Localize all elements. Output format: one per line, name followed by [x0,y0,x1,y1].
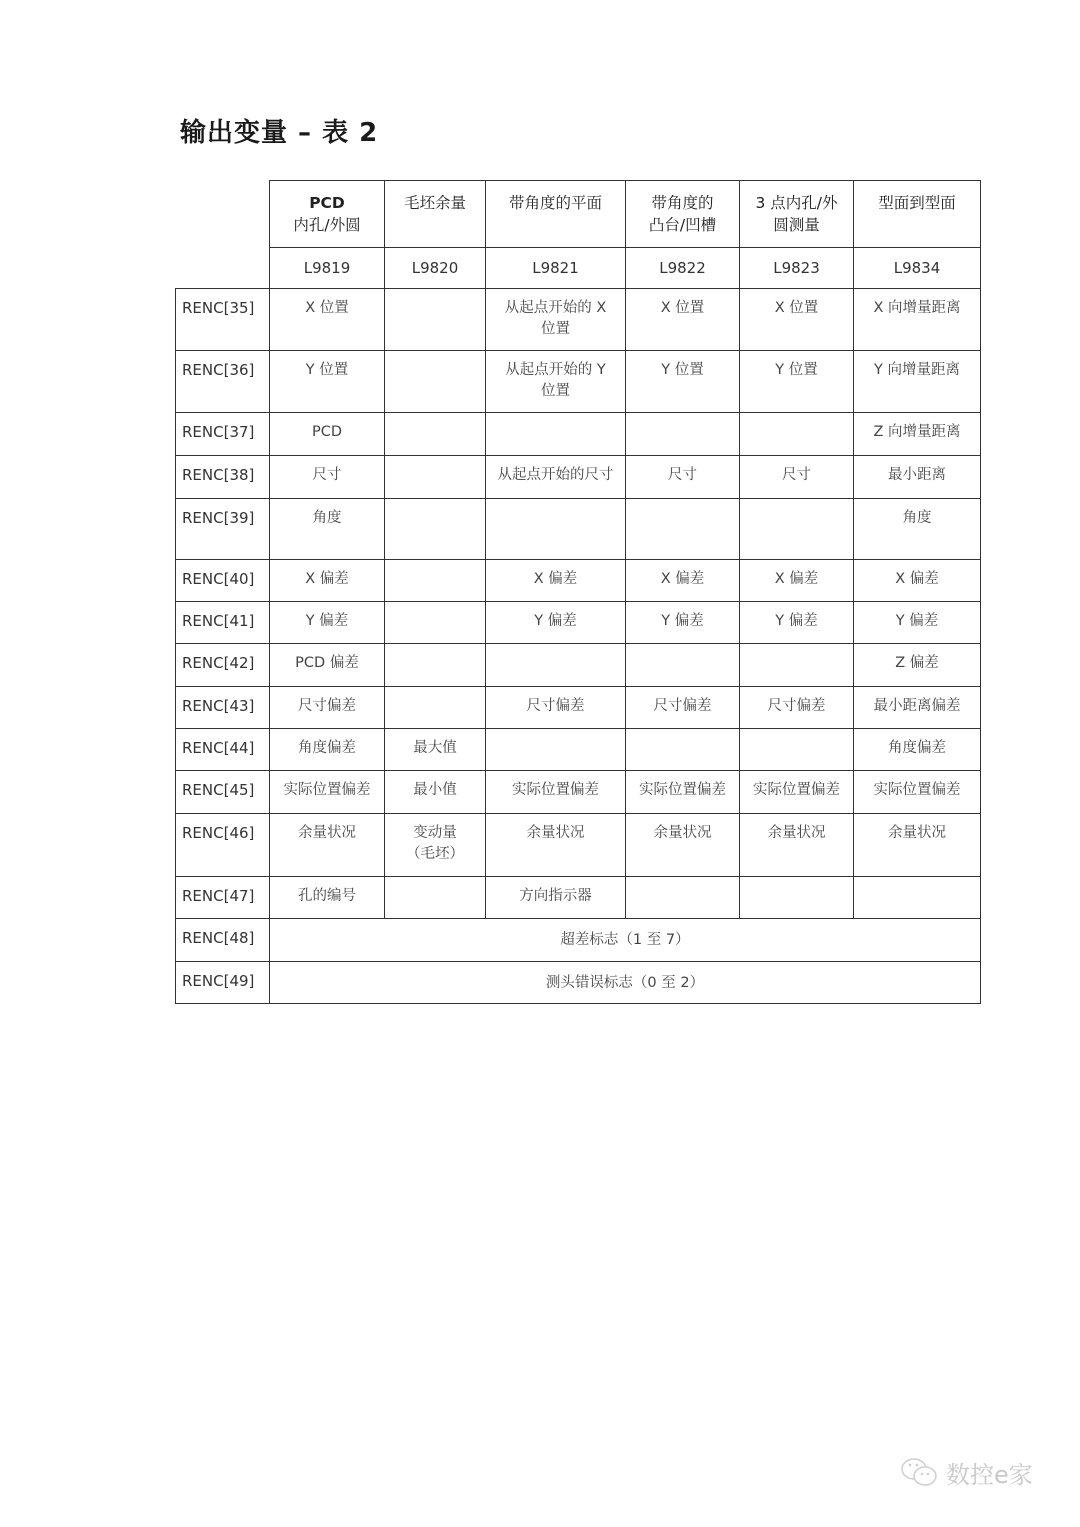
variable-name: RENC[44] [182,739,255,757]
table-cell [269,770,385,814]
table-cell [485,728,626,771]
table-cell [853,559,981,602]
cell-text: 角度偏差 [888,740,946,756]
cell-text: 角度偏差 [298,740,356,756]
column-header-line: 凸台/凹槽 [648,216,717,234]
table-cell [269,455,385,499]
cell-text: 实际位置偏差 [639,782,726,798]
program-code: L9823 [773,259,820,277]
watermark [900,1455,1033,1490]
row-label [175,961,270,1004]
watermark-text: 数控e家 [946,1461,1033,1489]
table-cell [485,350,626,413]
table-cell [384,412,486,456]
cell-text: 变动量 [413,825,457,841]
table-cell [739,728,854,771]
cell-text: 角度 [902,510,932,526]
table-cell [853,643,981,687]
table-cell [739,601,854,644]
cell-text: 角度 [312,510,342,526]
table-cell [739,770,854,814]
column-header-line: 3 点内孔/外 [755,194,838,212]
program-code: L9834 [893,259,941,277]
cell-text: 位置 [541,321,570,337]
table-cell [384,288,486,351]
cell-text: Y 位置 [305,362,349,378]
table-cell [384,643,486,687]
cell-text: 余量状况 [298,825,356,841]
program-code: L9822 [659,259,706,277]
cell-text: 实际位置偏差 [283,782,371,798]
table-cell [269,728,385,771]
column-code [853,247,981,289]
row-label [175,601,270,644]
column-code [485,247,626,289]
table-cell [485,813,626,877]
cell-text: Z 偏差 [895,655,939,671]
table-cell [625,728,740,771]
cell-text: Y 偏差 [661,613,704,629]
variable-name: RENC[47] [182,887,255,905]
table-cell [485,559,626,602]
cell-text: PCD [311,424,343,440]
program-code: L9821 [532,259,579,277]
cell-text: 余量状况 [767,825,826,841]
cell-text: Y 偏差 [305,613,349,629]
row-label [175,498,270,560]
row-label [175,686,270,729]
cell-text: X 偏差 [774,571,819,587]
row-label [175,813,270,877]
row-label [175,876,270,919]
cell-text: （毛坯） [406,846,464,862]
table-cell [625,601,740,644]
variable-name: RENC[43] [182,697,255,715]
table-cell [853,728,981,771]
table-cell [485,498,626,560]
merged-cell [269,961,981,1004]
cell-text: 尺寸偏差 [767,698,826,714]
cell-text: 超差标志（1 至 7） [560,932,690,948]
cell-text: 尺寸偏差 [298,698,356,714]
column-header-line: 毛坯余量 [403,194,466,212]
column-code [269,247,385,289]
table-cell [853,498,981,560]
table-cell [853,876,981,919]
cell-text: Z 向增量距离 [873,424,961,440]
table-cell [853,601,981,644]
table-cell [485,686,626,729]
cell-text: 方向指示器 [519,888,592,904]
table-cell [625,288,740,351]
cell-text: 孔的编号 [298,888,356,904]
table-cell [739,350,854,413]
table-cell [269,876,385,919]
cell-text: 最小距离偏差 [873,698,961,714]
cell-text: 最小值 [413,782,457,798]
table-cell [739,498,854,560]
cell-text: 实际位置偏差 [753,782,840,798]
variable-name: RENC[35] [182,299,255,317]
table-cell [625,350,740,413]
table-cell [269,498,385,560]
table-cell [853,813,981,877]
cell-text: 尺寸偏差 [526,698,585,714]
cell-text: 测头错误标志（0 至 2） [545,975,705,991]
table-cell [853,288,981,351]
table-cell [625,412,740,456]
cell-text: 最小距离 [888,467,946,483]
cell-text: 尺寸 [668,467,697,483]
variable-name: RENC[48] [182,929,255,947]
variable-name: RENC[46] [182,824,255,842]
table-cell [269,412,385,456]
cell-text: X 位置 [774,300,819,316]
cell-text: X 位置 [305,300,349,316]
cell-text: Y 偏差 [895,613,939,629]
row-label [175,643,270,687]
row-label [175,770,270,814]
variable-name: RENC[42] [182,654,255,672]
table-cell [384,770,486,814]
column-header [853,180,981,248]
table-cell [853,412,981,456]
column-header-line: 带角度的 [651,194,714,212]
cell-text: X 偏差 [533,571,578,587]
cell-text: X 偏差 [660,571,705,587]
table-cell [269,686,385,729]
column-header-line: 型面到型面 [878,194,956,212]
table-cell [269,350,385,413]
cell-text: 尺寸 [312,467,342,483]
table-cell [269,813,385,877]
row-label [175,728,270,771]
table-cell [485,643,626,687]
table-cell [485,601,626,644]
variable-name: RENC[40] [182,570,255,588]
table-cell [625,559,740,602]
variable-name: RENC[41] [182,612,255,630]
page-title: 输出变量 – 表 2 [180,118,379,148]
column-header [739,180,854,248]
column-header-line: 圆测量 [773,216,820,234]
table-cell [384,498,486,560]
cell-text: X 向增量距离 [873,300,961,316]
cell-text: 尺寸 [782,467,811,483]
table-cell [384,813,486,877]
row-label [175,559,270,602]
table-cell [269,643,385,687]
cell-text: 余量状况 [526,825,585,841]
column-header [269,180,385,248]
table-cell [485,455,626,499]
cell-text: PCD 偏差 [295,655,359,671]
table-cell [625,686,740,729]
table-cell [853,686,981,729]
merged-cell [269,918,981,962]
column-header [485,180,626,248]
row-label [175,288,270,351]
table-cell [269,601,385,644]
table-cell [625,455,740,499]
variable-name: RENC[36] [182,361,255,379]
column-code [739,247,854,289]
table-cell [269,559,385,602]
variable-name: RENC[37] [182,423,255,441]
variable-name: RENC[39] [182,509,255,527]
table-cell [739,455,854,499]
column-header-line: 内孔/外圆 [293,216,361,234]
cell-text: X 位置 [660,300,705,316]
wechat-icon [900,1456,940,1490]
table-cell [625,498,740,560]
table-cell [625,876,740,919]
variable-name: RENC[45] [182,781,255,799]
cell-text: 最大值 [413,740,457,756]
table-cell [384,455,486,499]
column-header [384,180,486,248]
table-cell [485,288,626,351]
row-label [175,918,270,962]
table-cell [384,686,486,729]
cell-text: 从起点开始的尺寸 [497,467,614,483]
cell-text: Y 位置 [661,362,704,378]
table-cell [384,559,486,602]
cell-text: Y 偏差 [775,613,818,629]
cell-text: 从起点开始的 X [504,300,607,316]
table-cell [485,412,626,456]
table-cell [853,350,981,413]
cell-text: 余量状况 [653,825,712,841]
row-label [175,350,270,413]
table-cell [384,601,486,644]
table-cell [384,350,486,413]
table-cell [739,559,854,602]
table-cell [853,455,981,499]
table-cell [739,288,854,351]
table-cell [853,770,981,814]
table-cell [625,770,740,814]
table-cell [739,686,854,729]
column-code [384,247,486,289]
column-code [625,247,740,289]
cell-text: X 偏差 [895,571,939,587]
cell-text: 实际位置偏差 [873,782,961,798]
variable-name: RENC[49] [182,972,255,990]
table-cell [739,643,854,687]
cell-text: 余量状况 [888,825,946,841]
variable-name: RENC[38] [182,466,255,484]
cell-text: Y 向增量距离 [874,362,960,378]
cell-text: X 偏差 [305,571,349,587]
table-cell [485,770,626,814]
table-cell [625,643,740,687]
table-cell [384,728,486,771]
program-code: L9820 [411,259,459,277]
row-label [175,412,270,456]
cell-text: 尺寸偏差 [653,698,712,714]
table-cell [485,876,626,919]
cell-text: 实际位置偏差 [512,782,599,798]
column-header-line: PCD [309,194,345,212]
cell-text: Y 偏差 [534,613,577,629]
table-cell [384,876,486,919]
cell-text: 从起点开始的 Y [505,362,606,378]
column-header-line: 带角度的平面 [508,194,602,212]
column-header [625,180,740,248]
row-label [175,455,270,499]
cell-text: Y 位置 [775,362,818,378]
cell-text: 位置 [541,383,570,399]
table-cell [739,813,854,877]
table-cell [625,813,740,877]
table-cell [739,412,854,456]
table-cell [739,876,854,919]
program-code: L9819 [303,259,351,277]
table-cell [269,288,385,351]
